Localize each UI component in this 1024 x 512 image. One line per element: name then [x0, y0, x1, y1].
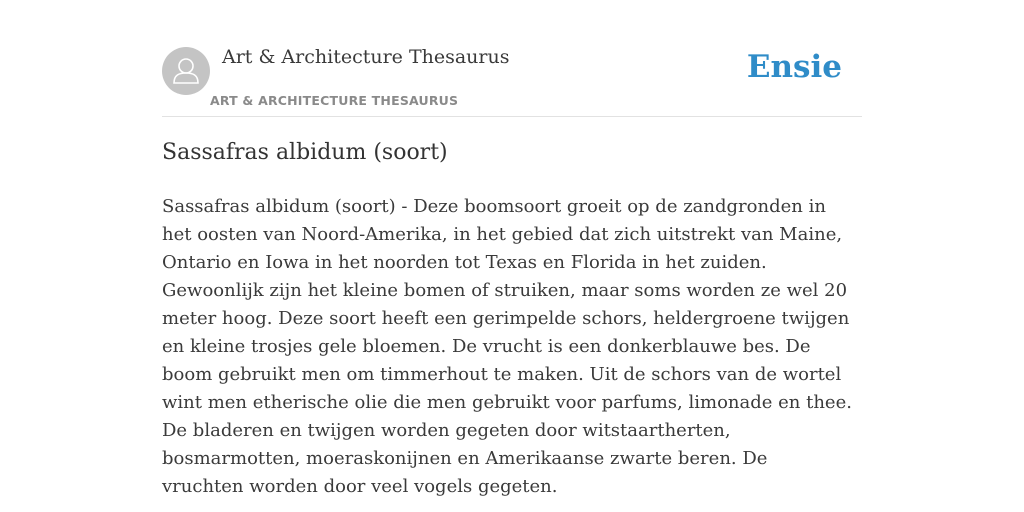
- entry-definition: Sassafras albidum (soort) - Deze boomsoort groeit op de zandgronden in het oosten van Noord-Amerika, in het gebied dat zich uitstrekt van Maine, Ontario en Iowa in het noorden tot Texas en Florida in het zuiden. Gewoonlijk zijn het kleine bomen of struiken, maar soms worden ze wel 20 meter hoog. Deze soort heeft een gerimpelde schors, heldergroene twijgen en kleine trosjes gele bloemen. De vrucht is een donkerblauwe bes. De boom gebruikt men om timmerhout te maken. Uit de schors van de wortel wint men etherische olie die men gebruikt voor parfums, limonade en thee. De bladeren en twijgen worden gegeten door witstaartherten, bosmarmotten, moeraskonijnen en Amerikaanse zwarte beren. De vruchten worden door veel vogels gegeten.: [162, 196, 852, 497]
- brand-logo[interactable]: Ensie: [746, 49, 842, 85]
- entry-title: Sassafras albidum (soort): [162, 140, 448, 165]
- avatar[interactable]: [162, 47, 210, 95]
- source-subtitle-link[interactable]: ART & ARCHITECTURE THESAURUS: [210, 93, 459, 108]
- source-title-link[interactable]: Art & Architecture Thesaurus: [222, 46, 510, 68]
- user-placeholder-icon: [162, 47, 210, 95]
- entry-header: [162, 0, 862, 117]
